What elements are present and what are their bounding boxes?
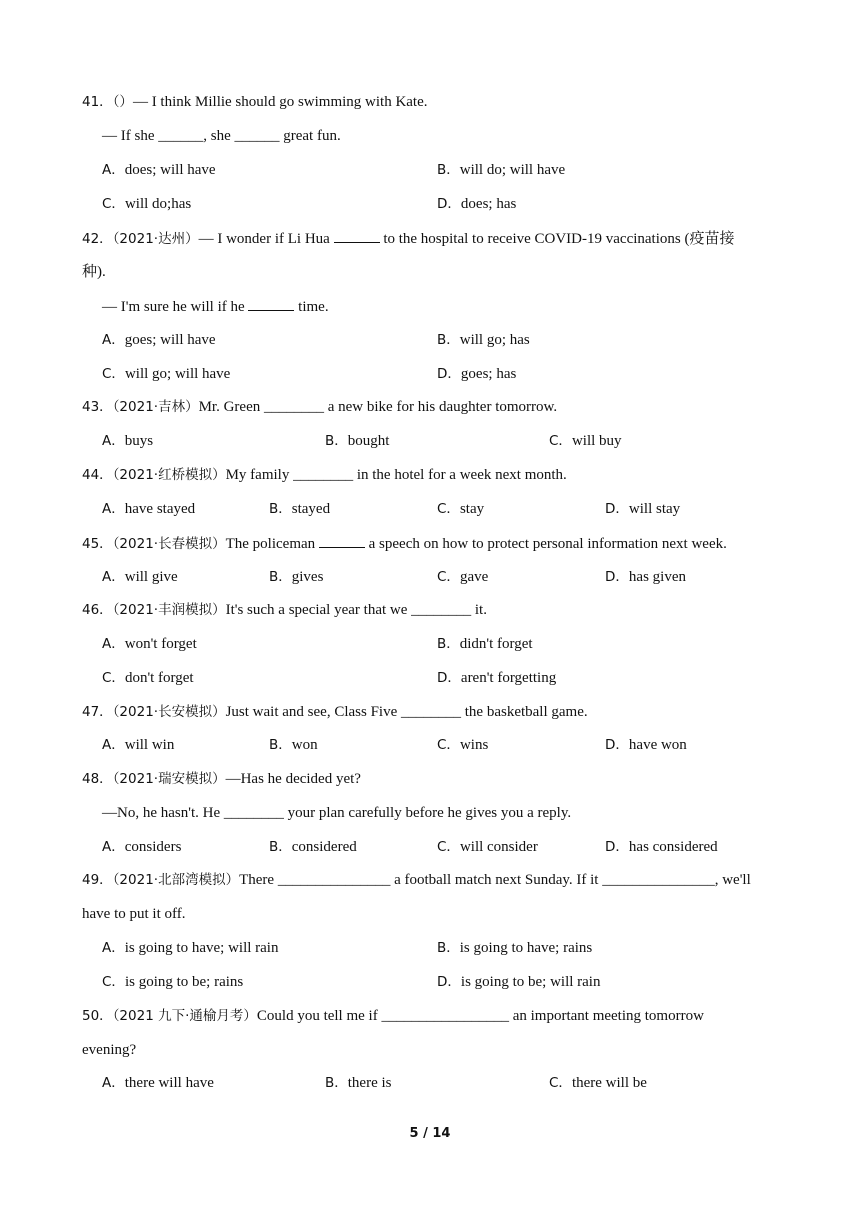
- question-source: （2021·瑞安模拟）: [112, 771, 226, 787]
- option-b: B．considered: [269, 839, 357, 855]
- question-50-wrap: evening?: [82, 1042, 137, 1058]
- option-a: A．will give: [102, 569, 178, 585]
- question-49: [82, 870, 751, 890]
- question-number: 44．: [82, 467, 113, 483]
- question-43: [82, 397, 557, 417]
- option-a: A．there will have: [102, 1075, 214, 1091]
- question-50: [82, 1006, 704, 1026]
- option-b: B．stayed: [269, 501, 331, 517]
- question-source: （2021·北部湾模拟）: [112, 872, 240, 888]
- option-d: D．aren't forgetting: [437, 670, 557, 686]
- question-source: （2021·红桥模拟）: [112, 467, 226, 483]
- question-number: 45．: [82, 536, 113, 552]
- question-42-wrap: 种).: [82, 264, 106, 280]
- option-c: C．will do;has: [102, 196, 192, 212]
- option-b: B．is going to have; rains: [437, 940, 593, 956]
- question-number: 43．: [82, 399, 113, 415]
- option-c: C．will go; will have: [102, 366, 231, 382]
- question-48: [82, 769, 361, 789]
- question-number: 42．: [82, 231, 113, 247]
- question-stem: — I think Millie should go swimming with Kate.: [132, 94, 428, 110]
- option-b: B．bought: [325, 433, 390, 449]
- option-b: B．will go; has: [437, 332, 530, 348]
- option-d: D．goes; has: [437, 366, 517, 382]
- option-d: D．has given: [605, 569, 686, 585]
- option-d: D．does; has: [437, 196, 517, 212]
- option-a: A．goes; will have: [102, 332, 216, 348]
- question-42-dialog: — I'm sure he will if he time.: [102, 296, 329, 317]
- option-a: A．does; will have: [102, 162, 216, 178]
- option-b: B．won: [269, 737, 318, 753]
- option-b: B．there is: [325, 1075, 392, 1091]
- question-number: 47．: [82, 704, 113, 720]
- answer-blank: [334, 228, 380, 243]
- question-45: 45．（2021·长春模拟）The policeman a speech on how to protect personal information next week.: [82, 533, 727, 554]
- option-a: A．will win: [102, 737, 175, 753]
- question-42: 42．（2021·达州）— I wonder if Li Hua to the hospital to receive COVID-19 vaccinations (疫苗接: [82, 228, 734, 249]
- question-stem: —Has he decided yet?: [225, 771, 361, 787]
- question-source: （2021·吉林）: [112, 399, 199, 415]
- option-c: C．don't forget: [102, 670, 194, 686]
- option-d: D．is going to be; will rain: [437, 974, 601, 990]
- option-c: C．is going to be; rains: [102, 974, 244, 990]
- question-48-dialog: —No, he hasn't. He ________ your plan carefully before he gives you a reply.: [102, 805, 572, 821]
- option-b: B．didn't forget: [437, 636, 533, 652]
- page-number: 5 / 14: [409, 1126, 451, 1141]
- question-46: [82, 600, 487, 620]
- question-source: （2021 九下·通榆月考）: [112, 1008, 257, 1024]
- question-41-dialog: — If she ______, she ______ great fun.: [102, 128, 341, 144]
- option-d: D．will stay: [605, 501, 681, 517]
- option-d: D．has considered: [605, 839, 718, 855]
- answer-blank: [319, 533, 365, 548]
- option-c: C．stay: [437, 501, 485, 517]
- option-b: B．will do; will have: [437, 162, 566, 178]
- option-c: C．there will be: [549, 1075, 647, 1091]
- question-44: [82, 465, 567, 485]
- option-a: A．buys: [102, 433, 154, 449]
- option-a: A．considers: [102, 839, 182, 855]
- question-source: （2021·长安模拟）: [112, 704, 226, 720]
- question-stem: It's such a special year that we ________ it.: [225, 602, 487, 618]
- question-stem: Just wait and see, Class Five ________ the basketball game.: [225, 704, 588, 720]
- option-a: A．is going to have; will rain: [102, 940, 279, 956]
- question-source: （2021·达州）: [112, 231, 199, 247]
- question-stem: There _______________ a football match next Sunday. If it _______________, we'll: [239, 872, 751, 888]
- question-number: 48．: [82, 771, 113, 787]
- question-41: [82, 92, 428, 112]
- option-a: A．won't forget: [102, 636, 197, 652]
- option-d: D．have won: [605, 737, 687, 753]
- answer-blank: [248, 296, 294, 311]
- question-47: [82, 702, 588, 722]
- option-c: C．wins: [437, 737, 489, 753]
- question-source: （2021·丰润模拟）: [112, 602, 226, 618]
- option-b: B．gives: [269, 569, 324, 585]
- question-source: （2021·长春模拟）: [112, 536, 226, 552]
- question-stem: Mr. Green ________ a new bike for his daughter tomorrow.: [198, 399, 558, 415]
- question-source: （）: [112, 94, 133, 110]
- option-a: A．have stayed: [102, 501, 196, 517]
- question-number: 50．: [82, 1008, 113, 1024]
- question-number: 49．: [82, 872, 113, 888]
- question-number: 41．: [82, 94, 113, 110]
- question-49-wrap: have to put it off.: [82, 906, 186, 922]
- question-stem: Could you tell me if _________________ an important meeting tomorrow: [256, 1008, 704, 1024]
- option-c: C．will buy: [549, 433, 622, 449]
- question-stem: My family ________ in the hotel for a week next month.: [225, 467, 567, 483]
- option-c: C．will consider: [437, 839, 538, 855]
- option-c: C．gave: [437, 569, 489, 585]
- question-number: 46．: [82, 602, 113, 618]
